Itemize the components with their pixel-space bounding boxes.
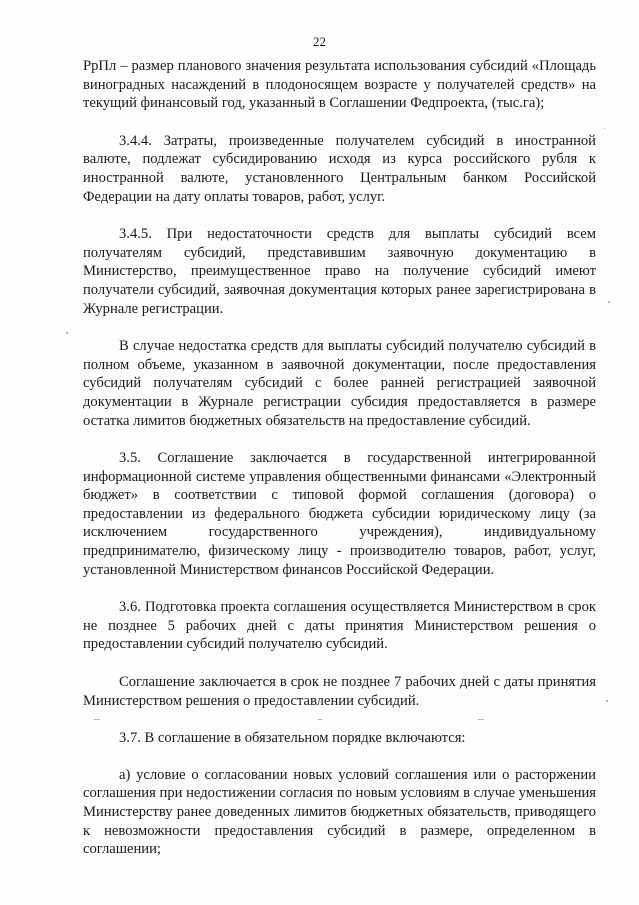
scan-speck <box>608 301 610 303</box>
page-number: 22 <box>313 34 326 49</box>
scan-dash <box>318 719 322 720</box>
scan-speck <box>66 332 68 334</box>
scan-dash <box>478 719 484 720</box>
scan-speck <box>606 700 608 702</box>
scan-dash <box>94 719 100 720</box>
paragraph-insufficient-funds: В случае недостатка средств для выплаты субсидий получателю субсидий в полном объеме, указанном в заявочной документации, после предоставления субсидий получателям субсидий с более ранней регистрацией заявочной документации в Журнале регистрации субсидия предоставляется в размере остатка лимитов бюджетных обязательств на предоставление субсидий. <box>83 338 596 429</box>
document-body <box>83 57 596 878</box>
paragraph-agreement-term: Соглашение заключается в срок не позднее 7 рабочих дней с даты принятия Министерством решения о предоставлении субсидий. <box>83 674 596 709</box>
paragraph-3-7: 3.7. В соглашение в обязательном порядке включаются: <box>119 730 466 747</box>
paragraph-item-a: а) условие о согласовании новых условий соглашения или о расторжении соглашения при недостижении согласия по новым условиям в случае уменьшения Министерству ранее доведенных лимитов бюджетных обязательств, приводящего к невозможности предоставления субсидий в размере, определенном в соглашении; <box>83 766 596 858</box>
paragraph-3-6: 3.6. Подготовка проекта соглашения осуществляется Министерством в срок не позднее 5 рабочих дней с даты принятия Министерством решения о предоставлении субсидий получателю субсидий. <box>83 599 596 653</box>
paragraph-3-5: 3.5. Соглашение заключается в государственной интегрированной информационной системе управления общественными финансами «Электронный бюджет» в соответствии с типовой формой соглашения (договора) о предоставлении из федерального бюджета субсидии юридическому лицу (за исключением государственного учреждения), индивидуальному предпринимателю, физическому лицу - производителю товаров, работ, услуг, установленной Министерством финансов Российской Федерации. <box>83 450 596 578</box>
paragraph-rrpl-definition: РрПл – размер планового значения результата использования субсидий «Площадь виноградных насаждений в плодоносящем возрасте у получателей средств» на текущий финансовый год, указанный в Соглашении Федпроекта, (тыс.га); <box>83 58 596 112</box>
scan-speck <box>604 128 605 129</box>
paragraph-3-4-4: 3.4.4. Затраты, произведенные получателем субсидий в иностранной валюте, подлежат субсидированию исходя из курса российского рубля к иностранной валюте, установленного Центральным банком Российской Федерации на дату оплаты товаров, работ, услуг. <box>83 132 596 205</box>
paragraph-3-4-5: 3.4.5. При недостаточности средств для выплаты субсидий всем получателям субсидий, представившим заявочную документацию в Министерство, преимущественное право на получение субсидий имеют получатели субсидий, заявочная документация которых ранее зарегистрирована в Журнале регистрации. <box>83 226 596 317</box>
